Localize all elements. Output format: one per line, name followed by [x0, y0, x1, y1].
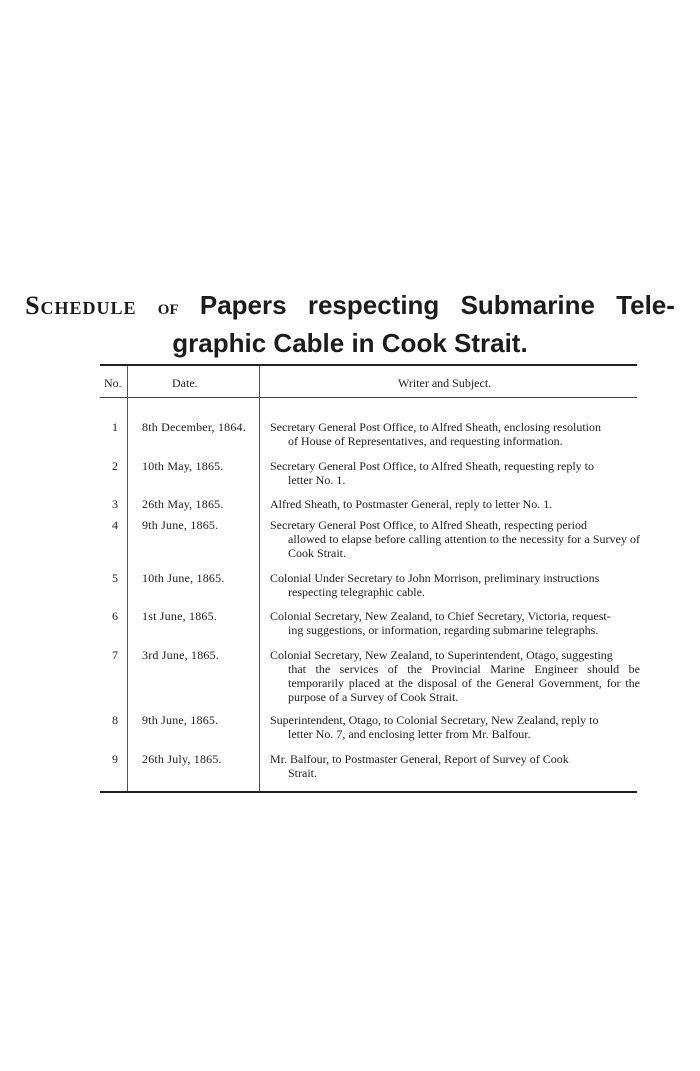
row-date: 26th July, 1865.: [142, 752, 222, 766]
row-subject-cont: letter No. 7, and enclosing letter from Mr. Balfour.: [288, 727, 531, 741]
row-subject: Colonial Under Secretary to John Morrison, preliminary instructions: [270, 571, 600, 585]
row-date: 8th December, 1864.: [142, 420, 246, 434]
row-subject: Mr. Balfour, to Postmaster General, Report of Survey of Cook: [270, 752, 569, 766]
row-subject-cont: ing suggestions, or information, regarding submarine telegraphs.: [288, 623, 599, 637]
row-date: 26th May, 1865.: [142, 497, 224, 511]
row-number: 8: [112, 713, 118, 727]
row-number: 2: [112, 459, 118, 473]
row-subject: Secretary General Post Office, to Alfred Sheath, requesting reply to: [270, 459, 595, 473]
row-date: 1st June, 1865.: [142, 609, 217, 623]
row-number: 5: [112, 571, 118, 585]
row-subject: Colonial Secretary, New Zealand, to Chief Secretary, Victoria, request-: [270, 609, 611, 623]
document-title: [0, 288, 700, 362]
row-subject: Alfred Sheath, to Postmaster General, reply to letter No. 1.: [270, 497, 553, 511]
header-no: No.: [104, 376, 122, 390]
row-number: 7: [112, 648, 118, 662]
title-word-respecting: respecting: [307, 290, 440, 320]
row-number: 6: [112, 609, 118, 623]
row-subject: Secretary General Post Office, to Alfred Sheath, enclosing resolution: [270, 420, 602, 434]
title-word-papers: Papers: [199, 290, 287, 320]
row-subject-cont: allowed to elapse before calling attention to the necessity for a Survey of Cook Strait.: [288, 532, 640, 560]
row-subject-cont: letter No. 1.: [288, 473, 346, 487]
row-subject-cont: respecting telegraphic cable.: [288, 585, 425, 599]
row-subject: Secretary General Post Office, to Alfred Sheath, respecting period: [270, 518, 588, 532]
row-subject-cont: of House of Representatives, and requesting information.: [288, 434, 563, 448]
row-subject: Superintendent, Otago, to Colonial Secretary, New Zealand, reply to: [270, 713, 599, 727]
title-schedule: Schedule: [25, 291, 137, 320]
row-number: 4: [112, 518, 118, 532]
row-subject-cont: that the services of the Provincial Marine Engineer should be temporarily placed at the disposal of the General Government, for the purpose of a Survey of Cook Strait.: [288, 662, 640, 704]
table-bottom-rule: [100, 791, 637, 793]
title-word-tele: Tele-: [616, 290, 675, 320]
row-date: 3rd June, 1865.: [142, 648, 219, 662]
row-date: 10th June, 1865.: [142, 571, 225, 585]
row-number: 9: [112, 752, 118, 766]
row-subject-cont: Strait.: [288, 766, 317, 780]
title-word-submarine: Submarine: [460, 290, 595, 320]
row-subject: Colonial Secretary, New Zealand, to Superintendent, Otago, suggesting: [270, 648, 613, 662]
row-date: 9th June, 1865.: [142, 518, 219, 532]
table-top-rule: [100, 364, 637, 366]
row-number: 1: [112, 420, 118, 434]
table-header-rule: [100, 397, 637, 398]
row-number: 3: [112, 497, 118, 511]
row-date: 9th June, 1865.: [142, 713, 219, 727]
header-date: Date.: [172, 376, 198, 390]
title-of: of: [157, 294, 179, 319]
header-subject: Writer and Subject.: [398, 376, 492, 390]
title-line-2: graphic Cable in Cook Strait.: [172, 328, 528, 358]
column-divider-no: [127, 366, 128, 791]
row-date: 10th May, 1865.: [142, 459, 224, 473]
